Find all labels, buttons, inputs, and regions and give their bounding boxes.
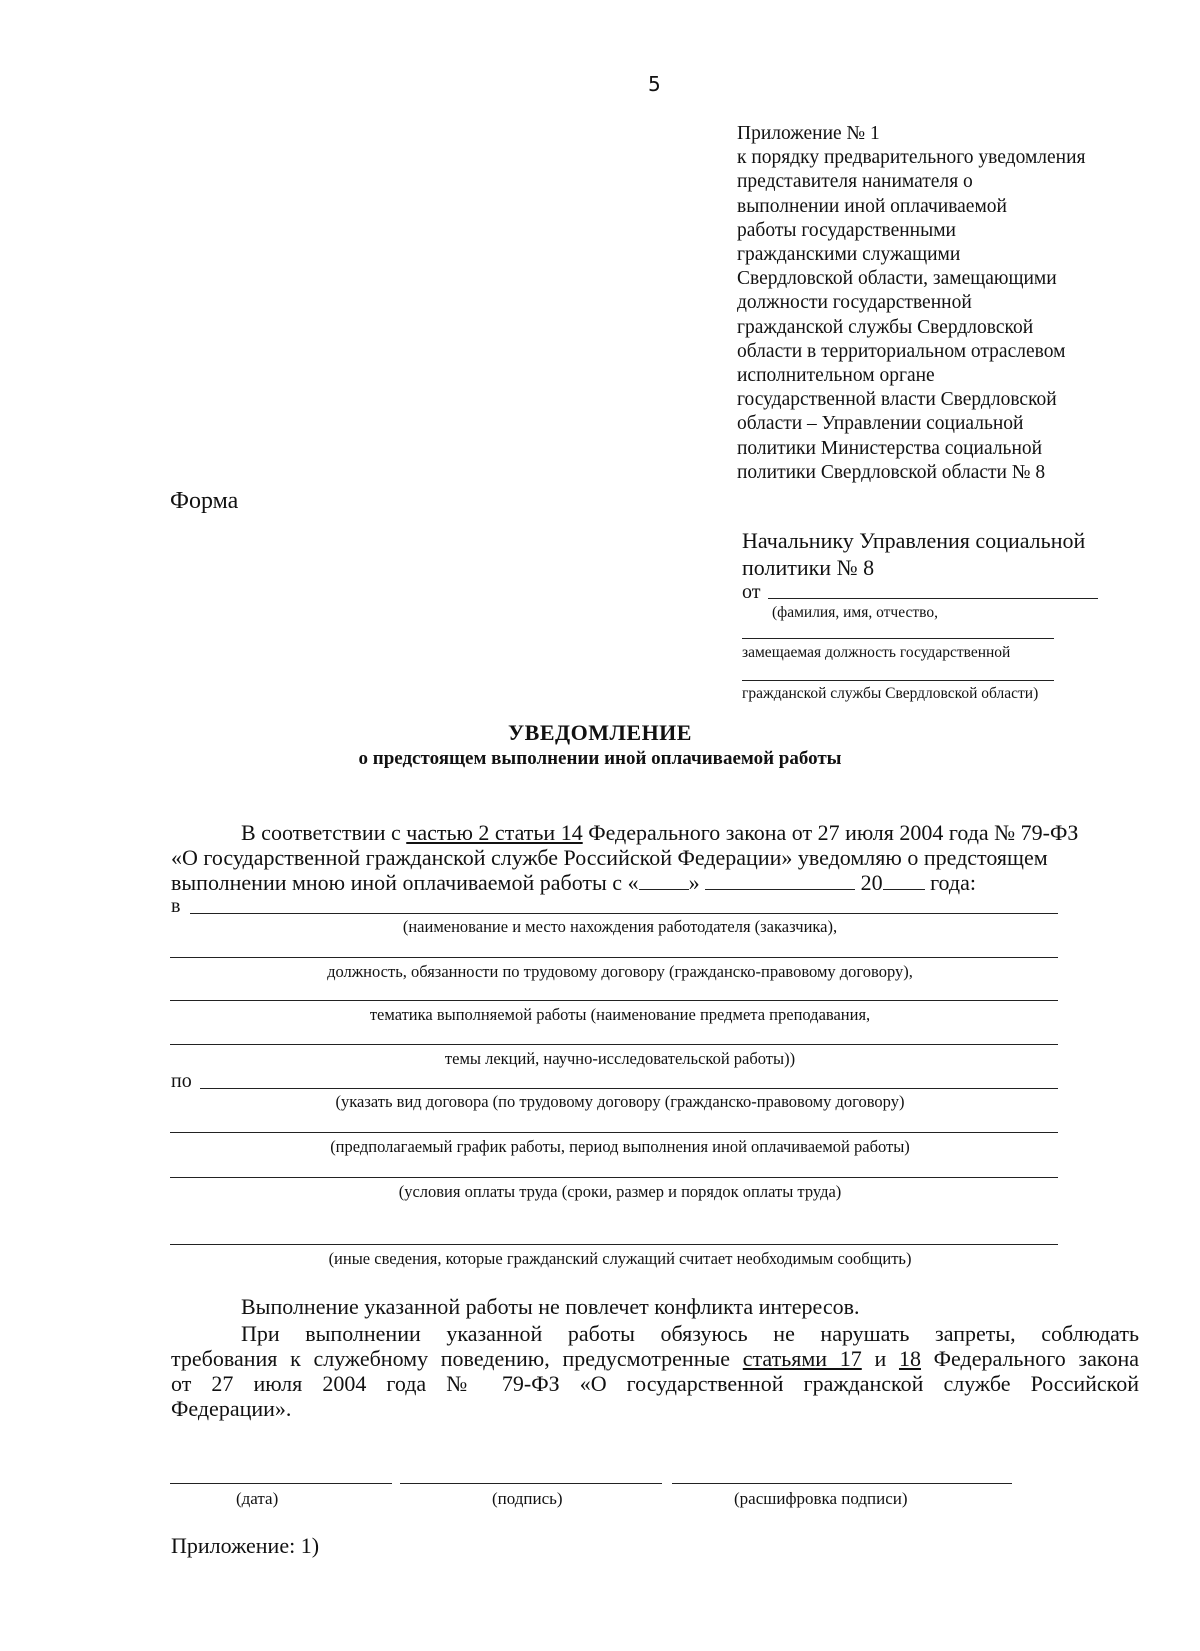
date-caption: (дата) — [236, 1489, 279, 1508]
from-name-line[interactable] — [768, 598, 1098, 599]
article-18-link[interactable]: 18 — [898, 1346, 921, 1371]
appendix-line: должности государственной — [737, 292, 972, 314]
body-text: В соответствии с — [241, 820, 407, 845]
field-caption: (предполагаемый график работы, период выполнения иной оплачиваемой работы) — [330, 1137, 910, 1156]
caption-service: гражданской службы Свердловской области) — [742, 685, 1039, 702]
law-part-link[interactable]: частью 2 статьи 14 — [406, 820, 583, 845]
appendix-line: представителя нанимателя о — [737, 171, 973, 193]
appendix-line: политики Свердловской области № 8 — [737, 461, 1046, 483]
body-text: и — [861, 1346, 899, 1371]
document-title: УВЕДОМЛЕНИЕ — [508, 720, 692, 745]
topic-field-2[interactable] — [170, 1044, 1058, 1045]
appendix-line: гражданскими служащими — [737, 244, 961, 266]
field-caption: (условия оплаты труда (сроки, размер и порядок оплаты труда) — [398, 1182, 842, 1201]
obligation-line-2 — [171, 1346, 1139, 1372]
obligation-line-4: Федерации». — [171, 1396, 292, 1421]
appendix-line: области – Управлении социальной — [737, 413, 1024, 435]
body-line-1 — [241, 820, 1078, 846]
appendix-line: Свердловской области, замещающими — [737, 268, 1057, 290]
body-text: Федерального закона от 27 июля 2004 года № 79-ФЗ — [582, 820, 1079, 845]
start-year-blank[interactable] — [883, 871, 925, 890]
appendix-line: Приложение № 1 — [737, 123, 880, 144]
field-caption: должность, обязанности по трудовому договору (гражданско-правовому договору), — [327, 962, 913, 981]
body-text: Федерального закона — [920, 1346, 1139, 1371]
appendix-line: к порядку предварительного уведомления — [737, 147, 1086, 169]
appendix-line: государственной власти Свердловской — [737, 389, 1057, 411]
date-field[interactable] — [170, 1483, 392, 1484]
signature-decode-caption: (расшифровка подписи) — [734, 1489, 908, 1508]
payment-field[interactable] — [170, 1177, 1058, 1178]
employer-field[interactable] — [190, 913, 1058, 914]
document-subtitle: о предстоящем выполнении иной оплачиваемой работы — [358, 748, 842, 769]
appendix-line: гражданской службы Свердловской — [737, 316, 1034, 338]
obligation-line-1: При выполнении указанной работы обязуюсь не нарушать запреты, соблюдать — [241, 1321, 1139, 1346]
body-text: года: — [930, 870, 976, 895]
caption-position: замещаемая должность государственной — [742, 644, 1011, 661]
appendix-line: работы государственными — [737, 219, 956, 241]
field-caption: темы лекций, научно-исследовательской работы)) — [444, 1049, 796, 1068]
articles-link[interactable]: статьями 17 — [742, 1346, 862, 1371]
form-label: Форма — [170, 488, 239, 514]
page-number: 5 — [648, 72, 661, 96]
signature-decode-field[interactable] — [672, 1483, 1012, 1484]
addressee-line: Начальнику Управления социальной — [742, 528, 1086, 553]
addressee-line: политики № 8 — [742, 555, 875, 580]
appendix-header — [737, 122, 1086, 485]
appendix-line: области в территориальном отраслевом — [737, 340, 1066, 362]
from-position-line[interactable] — [742, 638, 1054, 639]
appendix-line: выполнении иной оплачиваемой — [737, 195, 1007, 217]
body-text: выполнении мною иной оплачиваемой работы с « — [171, 870, 639, 895]
start-month-blank[interactable] — [705, 871, 855, 890]
body-text: 20 — [860, 870, 883, 895]
field-caption: тематика выполняемой работы (наименование предмета преподавания, — [369, 1005, 871, 1024]
field-caption: (указать вид договора (по трудовому договору (гражданско-правовому договору) — [335, 1092, 905, 1111]
conflict-statement: Выполнение указанной работы не повлечет конфликта интересов. — [241, 1294, 860, 1319]
schedule-field[interactable] — [170, 1132, 1058, 1133]
body-text: » — [688, 870, 700, 895]
v-prefix: в — [171, 895, 181, 917]
contract-type-field[interactable] — [200, 1088, 1058, 1089]
appendix-line: политики Министерства социальной — [737, 437, 1043, 459]
field-caption: (иные сведения, которые гражданский служащий считает необходимым сообщить) — [328, 1249, 912, 1268]
appendix-line: исполнительном органе — [737, 365, 935, 387]
start-day-blank[interactable] — [639, 871, 689, 890]
caption-name: (фамилия, имя, отчество, — [772, 604, 938, 621]
topic-field[interactable] — [170, 1000, 1058, 1001]
other-info-field[interactable] — [170, 1244, 1058, 1245]
from-prefix: от — [742, 581, 761, 603]
from-service-line[interactable] — [742, 680, 1054, 681]
field-caption: (наименование и место нахождения работодателя (заказчика), — [402, 917, 838, 936]
obligation-line-3: от 27 июля 2004 года № 79-ФЗ «О государственной гражданской службе Российской — [171, 1371, 1139, 1396]
signature-caption: (подпись) — [492, 1489, 563, 1508]
attachment-label: Приложение: 1) — [171, 1533, 320, 1558]
addressee-block — [742, 527, 1085, 581]
po-prefix: по — [171, 1070, 192, 1092]
body-text: требования к служебному поведению, предусмотренные — [171, 1346, 743, 1371]
body-line-2: «О государственной гражданской службе Российской Федерации» уведомляю о предстоящем — [171, 845, 1048, 870]
body-line-3 — [171, 870, 976, 896]
signature-field[interactable] — [400, 1483, 662, 1484]
position-field[interactable] — [170, 957, 1058, 958]
